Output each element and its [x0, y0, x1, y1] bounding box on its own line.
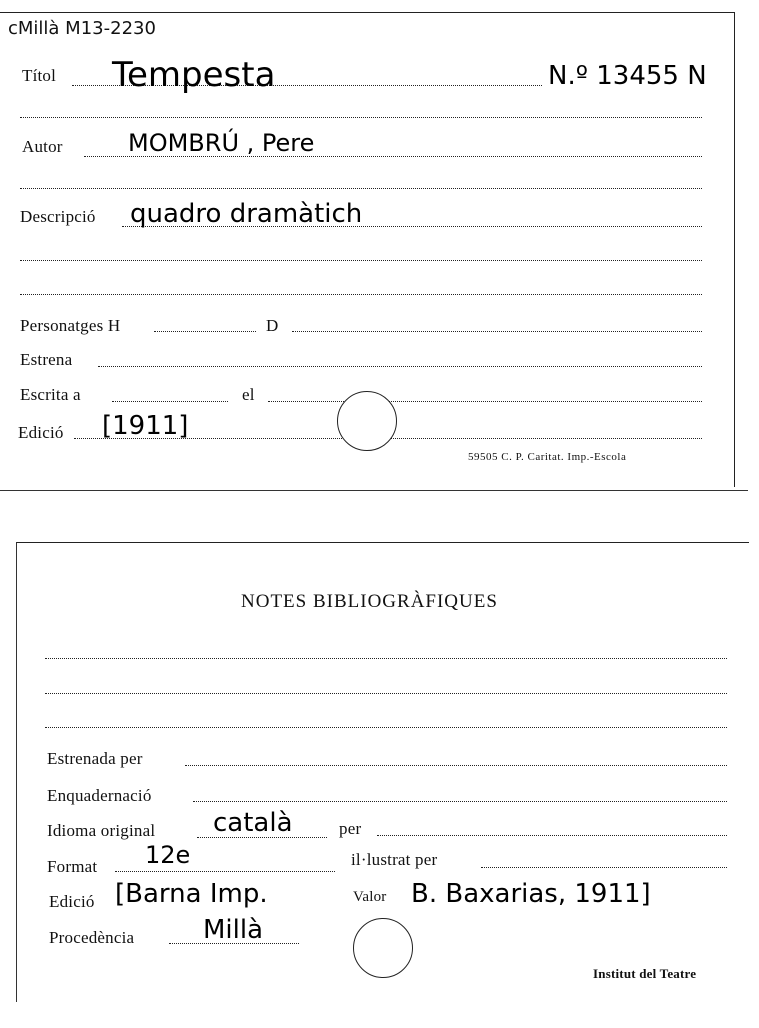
format-value: 12e — [145, 841, 191, 869]
punch-hole-circle-2 — [353, 918, 413, 978]
personatges-d-line — [292, 331, 702, 332]
notes-line-3 — [45, 727, 727, 728]
institut-label: Institut del Teatre — [593, 966, 697, 981]
escrita-label: Escrita a — [20, 385, 81, 404]
autor-value: MOMBRÚ , Pere — [128, 129, 315, 157]
estrena-label: Estrena — [20, 350, 73, 369]
edicio-value-a: [Barna Imp. — [115, 879, 268, 909]
titol-value: Tempesta — [112, 55, 276, 95]
archive-reference: cMillà M13-2230 — [8, 18, 156, 39]
catalog-card-front — [0, 12, 735, 487]
descripcio-label: Descripció — [20, 207, 96, 226]
illustrat-label: il·lustrat per — [351, 850, 438, 869]
autor-second-line — [20, 188, 702, 189]
register-number: N.º 13455 N — [548, 61, 707, 91]
titol-second-line — [20, 117, 702, 118]
punch-hole-circle — [337, 391, 397, 451]
descripcio-line-2 — [20, 260, 702, 261]
procedencia-value: Millà — [203, 915, 264, 945]
titol-label: Títol — [22, 66, 57, 85]
enquadernacio-label: Enquadernació — [47, 786, 152, 805]
el-line — [268, 401, 702, 402]
idioma-per-line — [377, 835, 727, 836]
estrenada-label: Estrenada per — [47, 749, 143, 768]
notes-line-1 — [45, 658, 727, 659]
descripcio-value: quadro dramàtich — [130, 199, 363, 229]
idioma-label: Idioma original — [47, 821, 156, 840]
enquadernacio-line — [193, 801, 727, 802]
catalog-card-back — [16, 542, 749, 1002]
procedencia-label: Procedència — [49, 928, 135, 947]
edicio-value: [1911] — [102, 411, 189, 441]
format-label: Format — [47, 857, 98, 876]
autor-label: Autor — [22, 137, 63, 156]
idioma-per-label: per — [339, 819, 362, 838]
estrena-line — [98, 366, 702, 367]
notes-line-2 — [45, 693, 727, 694]
estrenada-line — [185, 765, 727, 766]
idioma-value: català — [213, 808, 293, 838]
printer-imprint: 59505 C. P. Caritat. Imp.-Escola — [468, 451, 627, 463]
personatges-label: Personatges H — [20, 316, 121, 335]
edicio-value-b: B. Baxarias, 1911] — [411, 879, 651, 909]
personatges-h-line — [154, 331, 256, 332]
edicio-label-2: Edició — [49, 892, 95, 911]
card-divider-line — [0, 490, 748, 491]
illustrat-line — [481, 867, 727, 868]
descripcio-line-3 — [20, 294, 702, 295]
format-line — [115, 871, 335, 872]
edicio-label: Edició — [18, 423, 64, 442]
notes-heading: NOTES BIBLIOGRÀFIQUES — [241, 591, 498, 612]
personatges-d-label: D — [266, 316, 279, 335]
escrita-line — [112, 401, 228, 402]
el-label: el — [242, 385, 255, 404]
valor-label: Valor — [353, 889, 387, 905]
